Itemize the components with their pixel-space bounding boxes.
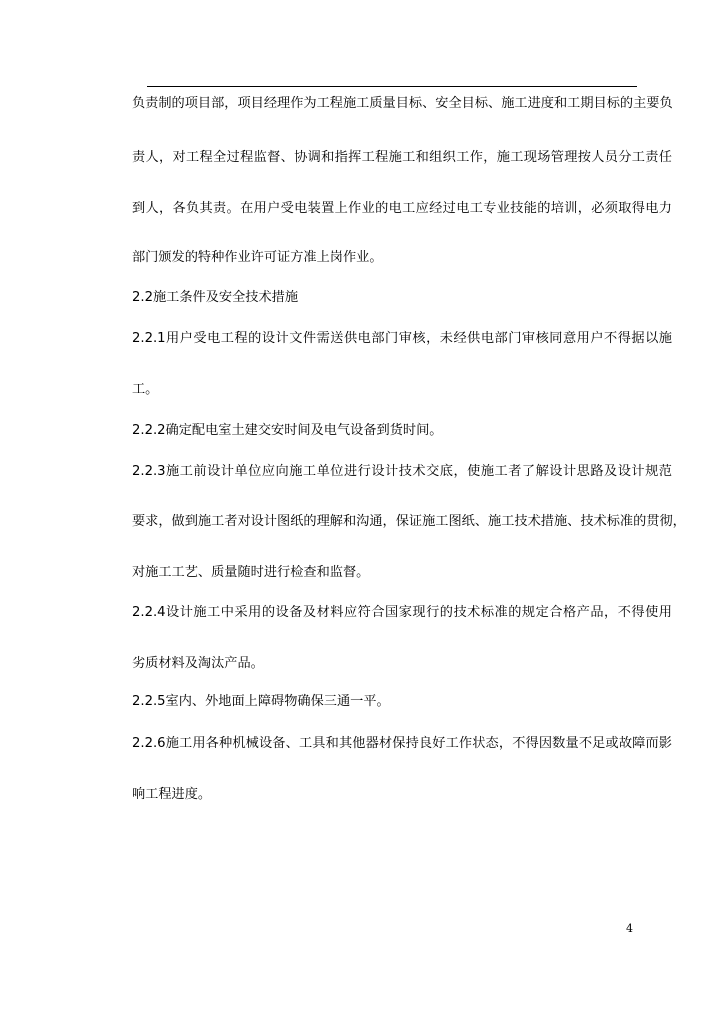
body-line: 对施工工艺、质量随时进行检查和监督。 (132, 565, 370, 580)
page-number: 4 (626, 922, 633, 935)
section-heading: 2.2施工条件及安全技术措施 (132, 290, 299, 305)
body-line: 责人，对工程全过程监督、协调和指挥工程施工和组织工作，施工现场管理按人员分工责任 (132, 150, 672, 165)
body-line: 部门颁发的特种作业许可证方准上岗作业。 (132, 250, 383, 265)
body-line: 负责制的项目部，项目经理作为工程施工质量目标、安全目标、施工进度和工期目标的主要负 (132, 96, 673, 111)
body-line: 2.2.5室内、外地面上障碍物确保三通一平。 (132, 694, 390, 709)
body-line: 2.2.2确定配电室土建交安时间及电气设备到货时间。 (132, 423, 443, 438)
body-line: 劣质材料及淘汰产品。 (132, 656, 264, 671)
body-line: 2.2.3施工前设计单位应向施工单位进行设计技术交底，使施工者了解设计思路及设计规范 (132, 464, 672, 479)
body-line: 2.2.1用户受电工程的设计文件需送供电部门审核，未经供电部门审核同意用户不得据以施 (132, 331, 672, 346)
body-line: 到人，各负其责。在用户受电装置上作业的电工应经过电工专业技能的培训，必须取得电力 (132, 201, 672, 216)
body-line: 要求，做到施工者对设计图纸的理解和沟通，保证施工图纸、施工技术措施、技术标准的贯彻， (132, 514, 686, 529)
header-rule (147, 86, 637, 87)
body-line: 2.2.6施工用各种机械设备、工具和其他器材保持良好工作状态，不得因数量不足或故障而影 (132, 736, 672, 751)
body-line: 工。 (132, 382, 159, 397)
body-line: 2.2.4设计施工中采用的设备及材料应符合国家现行的技术标准的规定合格产品，不得使用 (132, 605, 672, 620)
body-line: 响工程进度。 (132, 787, 212, 802)
